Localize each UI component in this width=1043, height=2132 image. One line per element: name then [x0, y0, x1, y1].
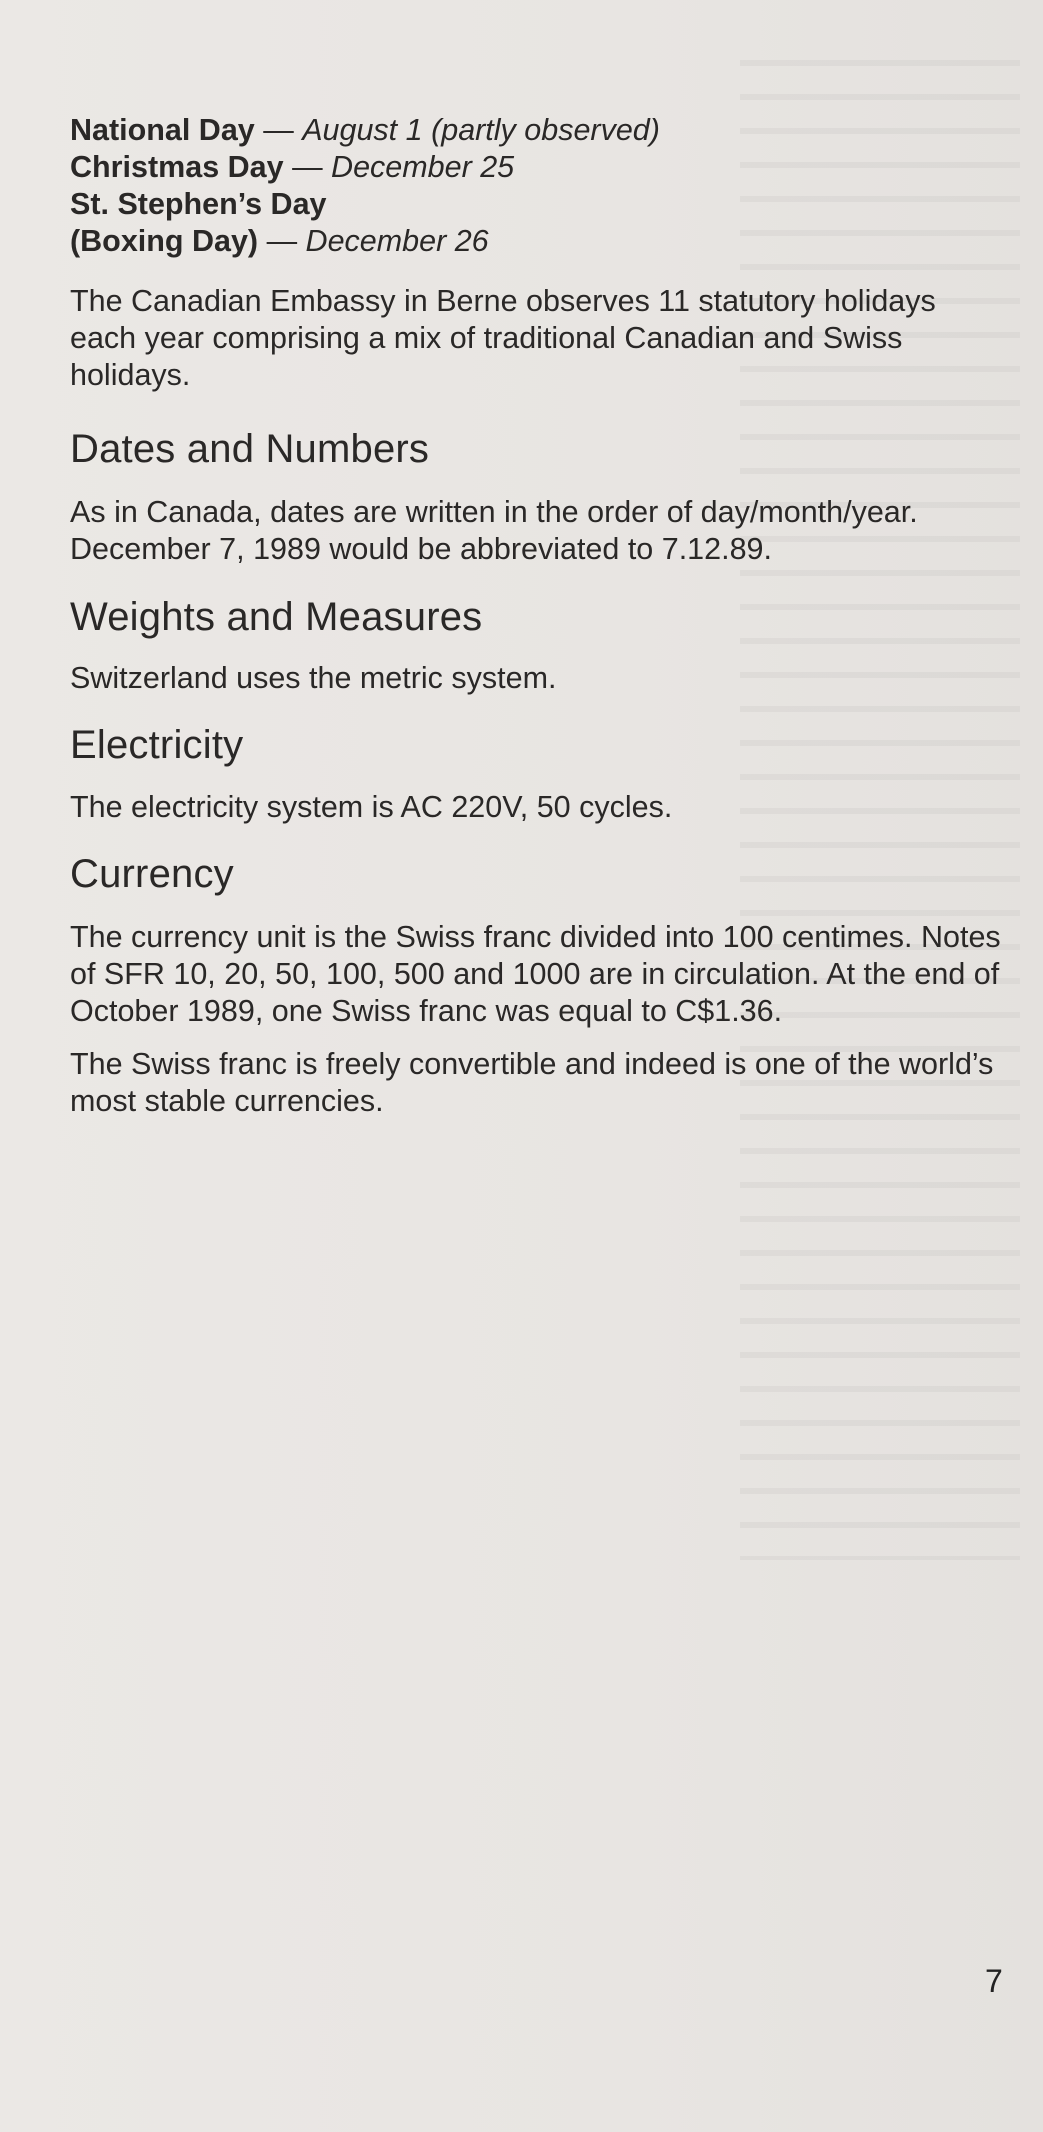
section-heading-electricity: Electricity: [70, 723, 244, 767]
page-content: [70, 112, 1010, 1120]
section-heading-currency: Currency: [70, 852, 234, 896]
holiday-date: December 26: [305, 224, 489, 258]
holiday-name: (Boxing Day): [70, 224, 259, 258]
page-number: 7: [985, 1963, 1003, 1999]
holiday-name: Christmas Day: [70, 150, 284, 184]
holiday-list: [70, 112, 1010, 260]
weights-paragraph: Switzerland uses the metric system.: [70, 661, 557, 695]
currency-paragraph-2: The Swiss franc is freely convertible and indeed is one of the world’s most stable currencies.: [70, 1047, 994, 1118]
holiday-separator: —: [258, 224, 306, 258]
holiday-date: August 1 (partly observed): [302, 113, 660, 147]
holiday-item: [70, 186, 1010, 223]
section-heading-weights: Weights and Measures: [70, 595, 483, 639]
holiday-item: [70, 112, 1010, 149]
dates-paragraph: As in Canada, dates are written in the order of day/month/year. December 7, 1989 would be abbreviated to 7.12.89.: [70, 495, 918, 566]
section-heading-dates: Dates and Numbers: [70, 427, 430, 471]
holiday-name: St. Stephen’s Day: [70, 187, 327, 221]
currency-paragraph-1: The currency unit is the Swiss franc divided into 100 centimes. Notes of SFR 10, 20, 50, 100, 500 and 1000 are in circulation. At the end of October 1989, one Swiss franc was equal to C$1.36.: [70, 920, 1001, 1028]
holiday-separator: —: [254, 113, 303, 147]
holiday-separator: —: [283, 150, 332, 184]
holiday-date: December 25: [331, 150, 515, 184]
holiday-item: [70, 149, 1010, 186]
embassy-paragraph: The Canadian Embassy in Berne observes 11 statutory holidays each year comprising a mix of traditional Canadian and Swiss holidays.: [70, 284, 936, 392]
holiday-item: [70, 223, 1010, 260]
electricity-paragraph: The electricity system is AC 220V, 50 cycles.: [70, 790, 673, 824]
holiday-name: National Day: [70, 113, 255, 147]
